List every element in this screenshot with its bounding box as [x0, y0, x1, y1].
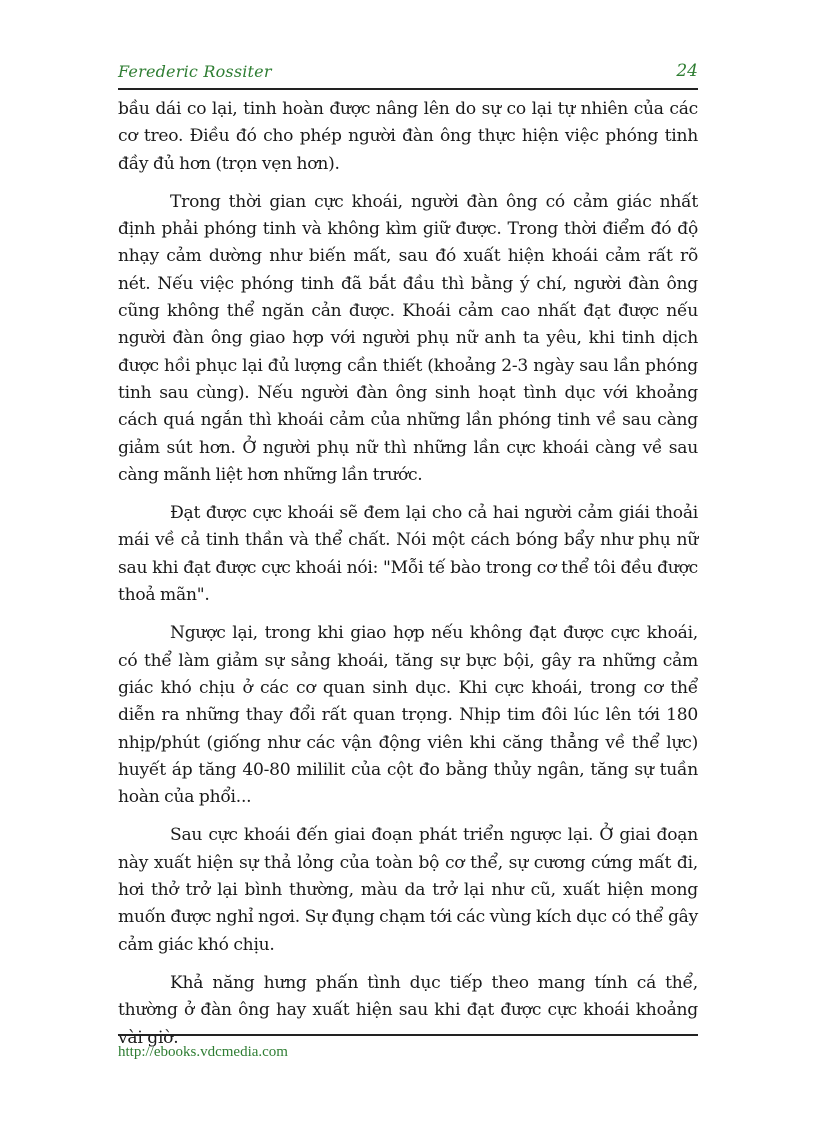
- paragraph: bầu dái co lại, tinh hoàn được nâng lên do sự co lại tự nhiên của các cơ treo. Điều đó cho phép người đàn ông thực hiện việc phóng tinh đầy đủ hơn (trọn vẹn hơn).: [118, 99, 698, 174]
- footer-url-link[interactable]: http://ebooks.vdcmedia.com: [118, 1044, 288, 1060]
- body-text: [118, 96, 698, 1063]
- page-number: 24: [676, 61, 698, 81]
- paragraph: Ngược lại, trong khi giao hợp nếu không đạt được cực khoái, có thể làm giảm sự sảng khoái, tăng sự bực bội, gây ra những cảm giác khó chịu ở các cơ quan sinh dục. Khi cực khoái, trong cơ thể diễn ra những thay đổi rất quan trọng. Nhịp tim đôi lúc lên tới 180 nhịp/phút (giống như các vận động viên khi căng thẳng về thể lực) huyết áp tăng 40-80 mililit của cột đo bằng thủy ngân, tăng sự tuần hoàn của phổi...: [118, 623, 698, 808]
- paragraph: Trong thời gian cực khoái, người đàn ông có cảm giác nhất định phải phóng tinh và không kìm giữ được. Trong thời điểm đó độ nhạy cảm dường như biến mất, sau đó xuất hiện khoái cảm rất rõ nét. Nếu việc phóng tinh đã bắt đầu thì bằng ý chí, người đàn ông cũng không thể ngăn cản được. Khoái cảm cao nhất đạt được nếu người đàn ông giao hợp với người phụ nữ anh ta yêu, khi tinh dịch được hồi phục lại đủ lượng cần thiết (khoảng 2-3 ngày sau lần phóng tinh sau cùng). Nếu người đàn ông sinh hoạt tình dục với khoảng cách quá ngắn thì khoái cảm của những lần phóng tinh về sau càng giảm sút hơn. Ở người phụ nữ thì những lần cực khoái càng về sau càng mãnh liệt hơn những lần trước.: [118, 191, 698, 485]
- paragraph: Đạt được cực khoái sẽ đem lại cho cả hai người cảm giái thoải mái về cả tinh thần và thể chất. Nói một cách bóng bẩy như phụ nữ sau khi đạt được cực khoái nói: "Mỗi tế bào trong cơ thể tôi đều được thoả mãn".: [118, 503, 698, 606]
- paragraph: Sau cực khoái đến giai đoạn phát triển ngược lại. Ở giai đoạn này xuất hiện sự thả lỏng của toàn bộ cơ thể, sự cương cứng mất đi, hơi thở trở lại bình thường, màu da trở lại như cũ, xuất hiện mong muốn được nghỉ ngơi. Sự đụng chạm tới các vùng kích dục có thể gây cảm giác khó chịu.: [118, 825, 698, 955]
- page-header: [118, 60, 698, 88]
- footer-divider: [118, 1034, 698, 1036]
- header-divider: [118, 88, 698, 90]
- header-author: Ferederic Rossiter: [118, 62, 272, 81]
- paragraph: Khả năng hưng phấn tình dục tiếp theo mang tính cá thể, thường ở đàn ông hay xuất hiện sau khi đạt được cực khoái khoảng vài giờ.: [118, 972, 698, 1048]
